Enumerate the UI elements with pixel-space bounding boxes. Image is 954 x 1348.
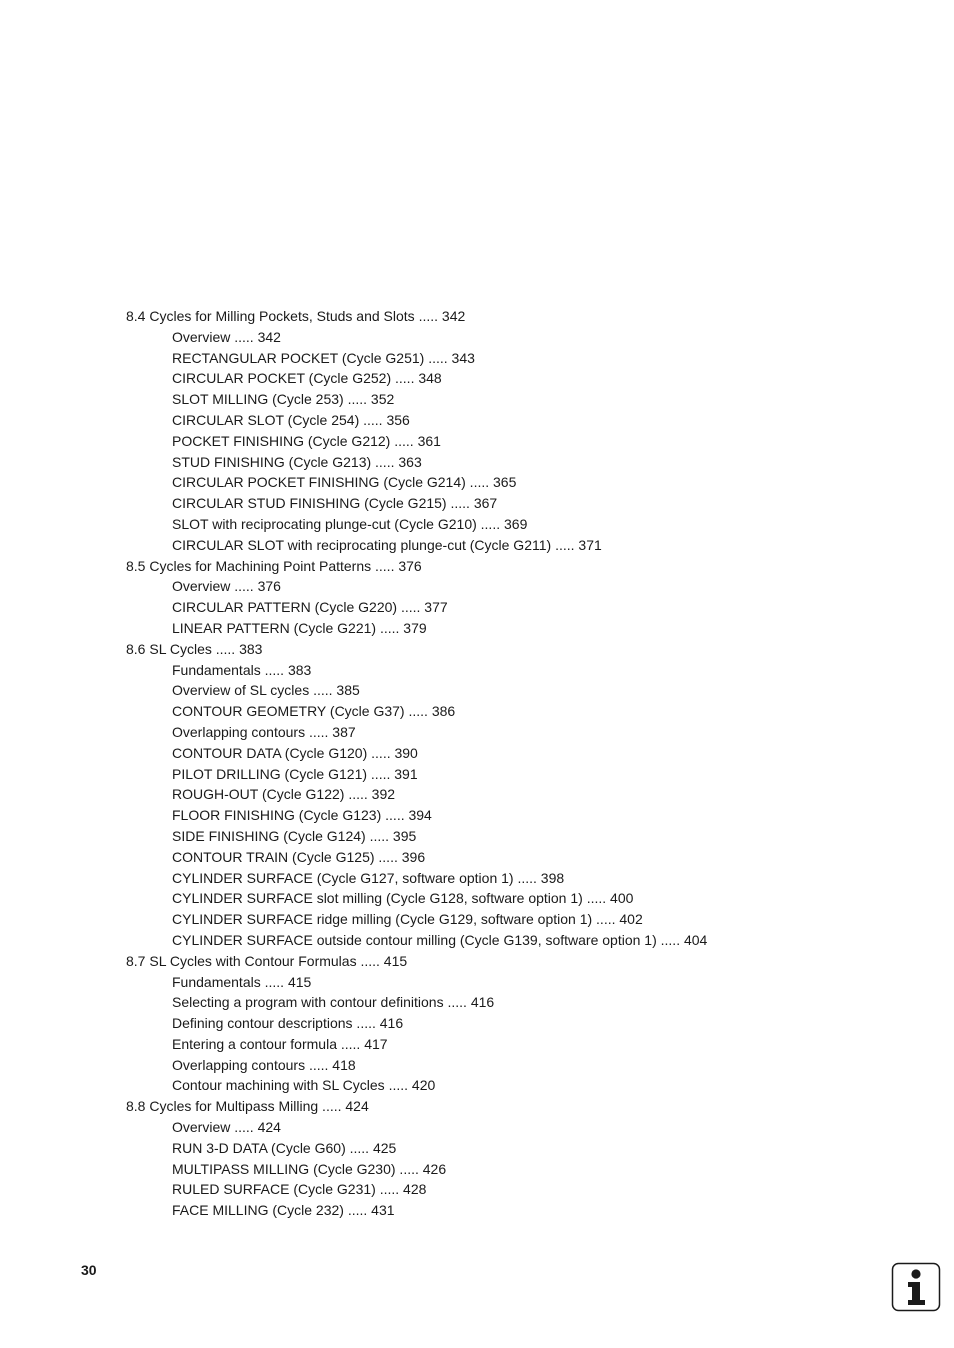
toc-entry: PILOT DRILLING (Cycle G121) ..... 391	[172, 765, 418, 782]
toc-entry: Fundamentals ..... 415	[172, 973, 312, 990]
toc-entry: CYLINDER SURFACE (Cycle G127, software option 1) ..... 398	[172, 869, 565, 886]
page-number: 30	[81, 1262, 97, 1278]
toc-entry: CYLINDER SURFACE ridge milling (Cycle G129, software option 1) ..... 402	[172, 911, 643, 928]
toc-entry: Fundamentals ..... 383	[172, 661, 312, 678]
toc-entry: CYLINDER SURFACE outside contour milling (Cycle G139, software option 1) ..... 404	[172, 931, 708, 948]
toc-entry: Overview of SL cycles ..... 385	[172, 682, 360, 699]
toc-entry: Overview ..... 342	[172, 328, 281, 345]
toc-entry: CIRCULAR POCKET (Cycle G252) ..... 348	[172, 370, 442, 387]
toc-entry: CIRCULAR PATTERN (Cycle G220) ..... 377	[172, 599, 448, 616]
toc-entry: RUN 3-D DATA (Cycle G60) ..... 425	[172, 1139, 397, 1156]
toc-entry: Overlapping contours ..... 387	[172, 723, 356, 740]
toc-entry: Overview ..... 376	[172, 578, 281, 595]
toc-entry: POCKET FINISHING (Cycle G212) ..... 361	[172, 432, 441, 449]
toc-entry: Contour machining with SL Cycles ..... 420	[172, 1077, 436, 1094]
toc-entry: STUD FINISHING (Cycle G213) ..... 363	[172, 453, 422, 470]
toc-entry: RECTANGULAR POCKET (Cycle G251) ..... 343	[172, 349, 475, 366]
toc-entry: CONTOUR GEOMETRY (Cycle G37) ..... 386	[172, 703, 456, 720]
toc-entry: CYLINDER SURFACE slot milling (Cycle G128, software option 1) ..... 400	[172, 890, 634, 907]
toc-entry: MULTIPASS MILLING (Cycle G230) ..... 426	[172, 1160, 447, 1177]
toc-entry: Selecting a program with contour definitions ..... 416	[172, 994, 495, 1011]
toc-entry: ROUGH-OUT (Cycle G122) ..... 392	[172, 786, 396, 803]
toc-entry: CIRCULAR STUD FINISHING (Cycle G215) ..... 367	[172, 495, 498, 512]
toc-entry: Overview ..... 424	[172, 1119, 281, 1136]
toc-entry: RULED SURFACE (Cycle G231) ..... 428	[172, 1181, 427, 1198]
toc-section-entry: 8.5 Cycles for Machining Point Patterns ..... 376	[126, 557, 422, 574]
toc-section-entry: 8.4 Cycles for Milling Pockets, Studs and Slots ..... 342	[126, 308, 466, 324]
toc-entry: CIRCULAR POCKET FINISHING (Cycle G214) ..... 365	[172, 474, 517, 491]
toc-section-entry: 8.8 Cycles for Multipass Milling ..... 424	[126, 1098, 369, 1115]
info-icon	[891, 1262, 941, 1312]
toc-entry: SIDE FINISHING (Cycle G124) ..... 395	[172, 827, 417, 844]
toc-entry: SLOT MILLING (Cycle 253) ..... 352	[172, 391, 395, 408]
toc-entry: Entering a contour formula ..... 417	[172, 1035, 388, 1052]
toc-entry: Defining contour descriptions ..... 416	[172, 1015, 404, 1032]
toc-entry: CIRCULAR SLOT with reciprocating plunge-cut (Cycle G211) ..... 371	[172, 536, 602, 553]
toc-entry: FACE MILLING (Cycle 232) ..... 431	[172, 1202, 395, 1219]
toc-entry: SLOT with reciprocating plunge-cut (Cycle G210) ..... 369	[172, 515, 528, 532]
toc-entry: CIRCULAR SLOT (Cycle 254) ..... 356	[172, 411, 410, 428]
toc-entry: LINEAR PATTERN (Cycle G221) ..... 379	[172, 619, 427, 636]
toc-entry: CONTOUR TRAIN (Cycle G125) ..... 396	[172, 848, 426, 865]
toc-entry: Overlapping contours ..... 418	[172, 1056, 356, 1073]
toc-section-entry: 8.7 SL Cycles with Contour Formulas ..... 415	[126, 952, 408, 969]
toc-entry: FLOOR FINISHING (Cycle G123) ..... 394	[172, 807, 432, 824]
table-of-contents	[126, 306, 826, 1221]
toc-entry: CONTOUR DATA (Cycle G120) ..... 390	[172, 744, 418, 761]
toc-section-entry: 8.6 SL Cycles ..... 383	[126, 640, 263, 657]
